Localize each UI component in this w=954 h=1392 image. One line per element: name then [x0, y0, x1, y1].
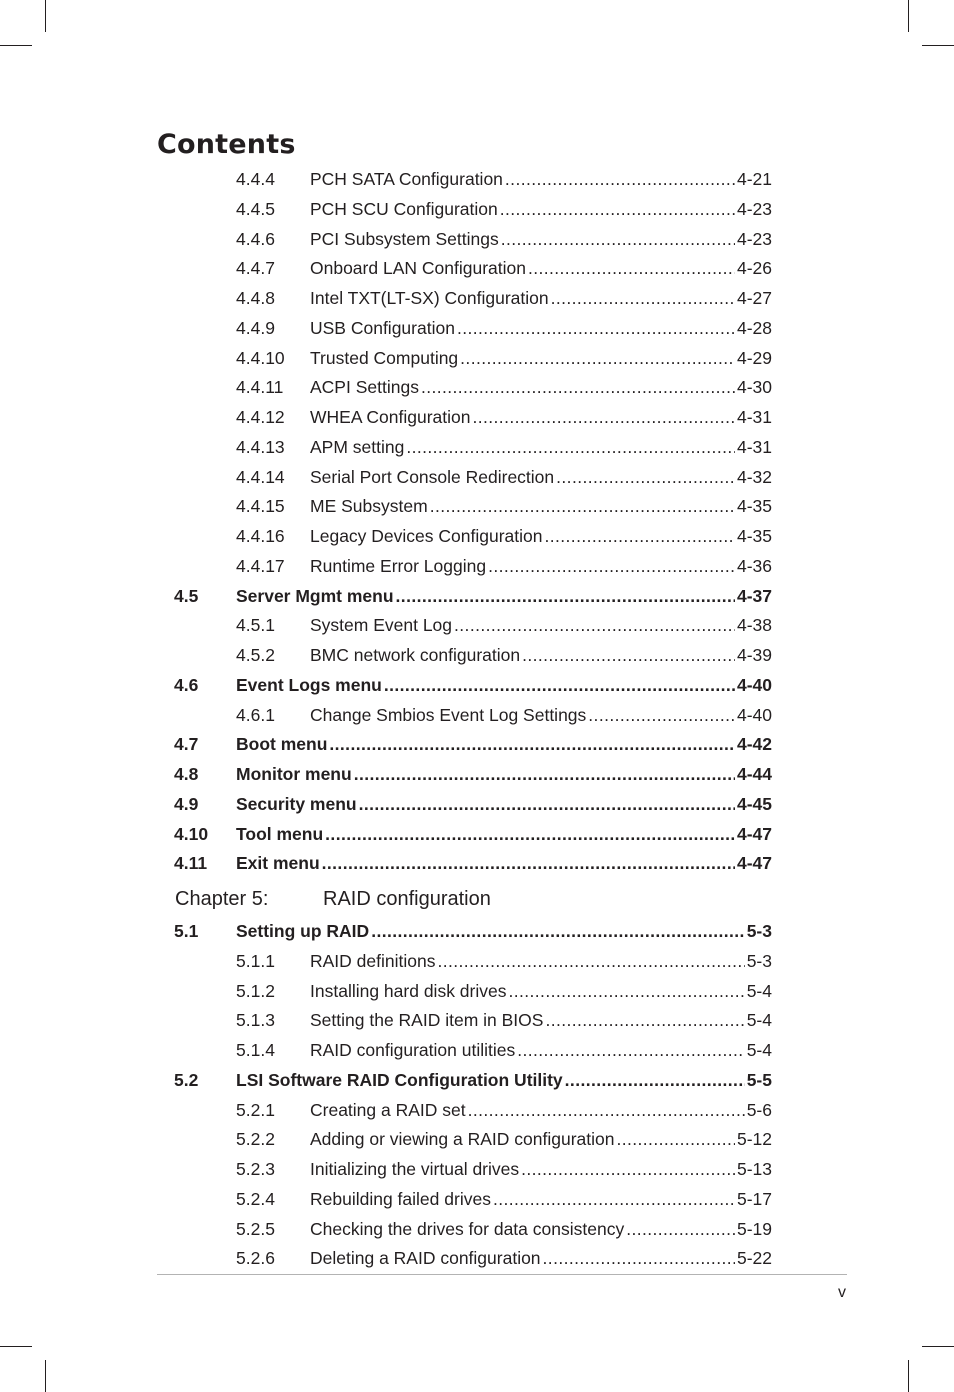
toc-section-entry [0, 822, 954, 846]
toc-section-entry [0, 732, 954, 756]
toc-entry-page: 5-6 [746, 1099, 772, 1120]
toc-subsection-entry [0, 1127, 954, 1151]
dot-leader [501, 227, 735, 251]
toc-entry-page: 4-23 [736, 198, 772, 219]
dot-leader [551, 286, 735, 310]
toc-section-entry [0, 673, 954, 697]
dot-leader [493, 1187, 735, 1211]
toc-entry-title: Onboard LAN Configuration [310, 258, 526, 279]
toc-entry-page: 4-44 [736, 764, 772, 784]
toc-entry-title: Runtime Error Logging [310, 555, 487, 576]
toc-entry-title: Event Logs menu [236, 674, 382, 695]
toc-subsection-entry [0, 1217, 954, 1241]
dot-leader [545, 1008, 744, 1032]
toc-entry-title: System Event Log [310, 615, 453, 636]
toc-entry-title: Serial Port Console Redirection [310, 466, 555, 487]
dot-leader [396, 584, 735, 608]
dot-leader [521, 1157, 735, 1181]
toc-entry-number: 4.4.7 [236, 258, 275, 279]
toc-subsection-entry [0, 979, 954, 1003]
dot-leader [565, 1068, 745, 1092]
toc-entry-line [310, 524, 772, 548]
page-title: Contents [157, 129, 296, 160]
toc-entry-page: 4-47 [736, 823, 772, 844]
toc-entry-title: Installing hard disk drives [310, 980, 507, 1001]
toc-entry-title: Boot menu [236, 734, 328, 755]
toc-entry-title: ACPI Settings [310, 377, 419, 398]
toc-entry-line [310, 703, 772, 727]
toc-entry-number: 5.1 [174, 921, 199, 941]
toc-entry-line [310, 1038, 772, 1062]
toc-entry-title: Security menu [236, 793, 357, 814]
toc-subsection-entry [0, 1098, 954, 1122]
toc-entry-page: 4-27 [736, 288, 772, 308]
toc-entry-number: 4.4.17 [236, 555, 285, 576]
dot-leader [473, 405, 735, 429]
toc-entry-line [310, 1246, 772, 1270]
toc-entry-number: 5.1.3 [236, 1010, 275, 1031]
toc-entry-title: Setting up RAID [236, 921, 370, 941]
toc-entry-number: 5.2 [174, 1069, 199, 1090]
dot-leader [556, 465, 735, 489]
toc-entry-line [310, 1127, 772, 1151]
toc-entry-number: 4.5 [174, 585, 199, 606]
toc-entry-number: 4.4.9 [236, 317, 275, 338]
toc-entry-title: Setting the RAID item in BIOS [310, 1010, 544, 1031]
toc-entry-page: 4-21 [736, 169, 772, 189]
toc-subsection-entry [0, 167, 954, 191]
toc-entry-line [236, 584, 772, 608]
toc-subsection-entry [0, 643, 954, 667]
toc-subsection-entry [0, 1008, 954, 1032]
toc-entry-title: Checking the drives for data consistency [310, 1218, 625, 1239]
dot-leader [322, 851, 735, 875]
dot-leader [384, 673, 735, 697]
toc-entry-line [236, 822, 772, 846]
toc-entry-page: 4-31 [736, 436, 772, 457]
toc-section-entry [0, 851, 954, 875]
page-number: v [838, 1284, 846, 1301]
toc-entry-number: 4.4.12 [236, 407, 285, 427]
toc-subsection-entry [0, 435, 954, 459]
toc-entry-line [310, 316, 772, 340]
toc-entry-number: 4.4.4 [236, 169, 275, 189]
toc-entry-title: PCI Subsystem Settings [310, 228, 499, 249]
footer-rule [157, 1274, 847, 1275]
toc-entry-page: 4-45 [736, 793, 772, 814]
dot-leader [329, 732, 735, 756]
toc-entry-page: 4-29 [736, 347, 772, 368]
toc-entry-number: 5.2.2 [236, 1129, 275, 1150]
toc-entry-number: 4.8 [174, 764, 199, 784]
dot-leader [325, 822, 735, 846]
toc-entry-page: 5-4 [746, 1040, 772, 1060]
toc-entry-page: 4-39 [736, 645, 772, 665]
toc-entry-line [310, 613, 772, 637]
toc-entry-page: 5-4 [746, 980, 772, 1001]
dot-leader [437, 949, 744, 973]
toc-subsection-entry [0, 346, 954, 370]
toc-subsection-entry [0, 703, 954, 727]
toc-entry-line [310, 167, 772, 191]
dot-leader [430, 494, 735, 518]
toc-subsection-entry [0, 227, 954, 251]
toc-entry-number: 4.6.1 [236, 704, 275, 725]
toc-entry-number: 4.6 [174, 674, 199, 695]
toc-entry-page: 5-19 [736, 1218, 772, 1239]
toc-subsection-entry [0, 613, 954, 637]
chapter-label: Chapter 5: [175, 888, 269, 910]
dot-leader [421, 375, 735, 399]
toc-entry-line [310, 227, 772, 251]
toc-entry-title: LSI Software RAID Configuration Utility [236, 1069, 563, 1090]
toc-entry-page: 5-3 [746, 950, 772, 971]
toc-entry-page: 4-40 [736, 704, 772, 725]
toc-entry-page: 5-3 [746, 921, 772, 941]
toc-entry-page: 4-42 [736, 734, 772, 755]
toc-entry-number: 4.9 [174, 793, 199, 814]
dot-leader [508, 979, 744, 1003]
toc-entry-number: 4.11 [174, 853, 208, 874]
toc-entry-line [310, 494, 772, 518]
toc-entry-number: 4.4.5 [236, 198, 275, 219]
toc-entry-line [310, 1157, 772, 1181]
toc-entry-title: Change Smbios Event Log Settings [310, 704, 587, 725]
dot-leader [468, 1098, 745, 1122]
toc-entry-line [236, 851, 772, 875]
toc-subsection-entry [0, 554, 954, 578]
toc-subsection-entry [0, 1038, 954, 1062]
toc-subsection-entry [0, 949, 954, 973]
dot-leader [522, 643, 735, 667]
toc-entry-page: 4-23 [736, 228, 772, 249]
toc-entry-title: RAID definitions [310, 950, 436, 971]
toc-entry-number: 5.2.4 [236, 1188, 275, 1209]
toc-entry-page: 4-47 [736, 853, 772, 874]
toc-entry-number: 4.4.13 [236, 436, 285, 457]
toc-entry-line [310, 1008, 772, 1032]
toc-entry-page: 4-35 [736, 526, 772, 546]
toc-entry-number: 5.2.3 [236, 1159, 275, 1179]
dot-leader [505, 167, 735, 191]
toc-entry-number: 4.5.2 [236, 645, 275, 665]
toc-entry-title: Creating a RAID set [310, 1099, 466, 1120]
toc-section-entry [0, 1068, 954, 1092]
toc-subsection-entry [0, 494, 954, 518]
toc-entry-title: ME Subsystem [310, 496, 428, 517]
toc-entry-title: WHEA Configuration [310, 407, 471, 427]
toc-entry-line [236, 919, 772, 943]
dot-leader [588, 703, 735, 727]
dot-leader [359, 792, 735, 816]
toc-entry-line [310, 643, 772, 667]
toc-subsection-entry [0, 375, 954, 399]
toc-entry-title: RAID configuration utilities [310, 1040, 516, 1060]
toc-entry-line [236, 792, 772, 816]
toc-entry-number: 4.7 [174, 734, 199, 755]
toc-entry-title: Adding or viewing a RAID configuration [310, 1129, 615, 1150]
toc-section-entry [0, 584, 954, 608]
toc-entry-page: 4-36 [736, 555, 772, 576]
toc-entry-number: 4.4.10 [236, 347, 285, 368]
toc-entry-line [310, 1217, 772, 1241]
toc-subsection-entry [0, 286, 954, 310]
toc-entry-page: 5-17 [736, 1188, 772, 1209]
toc-entry-title: PCH SCU Configuration [310, 198, 498, 219]
toc-entry-page: 4-40 [736, 674, 772, 695]
toc-entry-page: 4-38 [736, 615, 772, 636]
toc-entry-number: 5.1.4 [236, 1040, 275, 1060]
toc-entry-title: Trusted Computing [310, 347, 459, 368]
toc-entry-line [310, 435, 772, 459]
toc-entry-line [236, 732, 772, 756]
toc-entry-line [236, 1068, 772, 1092]
toc-entry-line [310, 346, 772, 370]
toc-entry-page: 5-5 [746, 1069, 772, 1090]
toc-entry-number: 4.4.6 [236, 228, 275, 249]
toc-entry-title: Monitor menu [236, 764, 352, 784]
toc-entry-page: 4-30 [736, 377, 772, 398]
toc-entry-number: 5.1.1 [236, 950, 275, 971]
toc-subsection-entry [0, 1157, 954, 1181]
toc-entry-line [310, 1187, 772, 1211]
toc-entry-title: PCH SATA Configuration [310, 169, 503, 189]
dot-leader [616, 1127, 734, 1151]
toc-entry-title: Server Mgmt menu [236, 585, 394, 606]
toc-entry-page: 5-12 [736, 1129, 772, 1150]
toc-entry-line [310, 1098, 772, 1122]
toc-entry-title: Deleting a RAID configuration [310, 1248, 541, 1269]
toc-entry-title: Legacy Devices Configuration [310, 526, 543, 546]
toc-entry-number: 4.4.8 [236, 288, 275, 308]
toc-subsection-entry [0, 405, 954, 429]
toc-entry-number: 5.2.6 [236, 1248, 275, 1269]
toc-subsection-entry [0, 197, 954, 221]
toc-subsection-entry [0, 1246, 954, 1270]
toc-entry-number: 4.5.1 [236, 615, 275, 636]
dot-leader [406, 435, 735, 459]
toc-subsection-entry [0, 524, 954, 548]
dot-leader [371, 919, 745, 943]
toc-entry-number: 4.4.15 [236, 496, 285, 517]
toc-entry-title: USB Configuration [310, 317, 455, 338]
toc-entry-page: 5-22 [736, 1248, 772, 1269]
toc-section-entry [0, 762, 954, 786]
toc-entry-title: BMC network configuration [310, 645, 521, 665]
toc-entry-page: 4-37 [736, 585, 772, 606]
toc-entry-line [310, 979, 772, 1003]
dot-leader [517, 1038, 744, 1062]
toc-entry-line [310, 949, 772, 973]
dot-leader [454, 613, 735, 637]
toc-entry-line [310, 554, 772, 578]
toc-entry-line [310, 197, 772, 221]
toc-entry-number: 4.4.11 [236, 377, 284, 398]
dot-leader [545, 524, 735, 548]
toc-entry-title: APM setting [310, 436, 405, 457]
toc-entry-title: Initializing the virtual drives [310, 1159, 520, 1179]
toc-entry-page: 4-31 [736, 407, 772, 427]
toc-entry-line [310, 465, 772, 489]
toc-subsection-entry [0, 465, 954, 489]
toc-entry-title: Intel TXT(LT-SX) Configuration [310, 288, 549, 308]
dot-leader [626, 1217, 735, 1241]
toc-subsection-entry [0, 316, 954, 340]
dot-leader [460, 346, 735, 370]
dot-leader [500, 197, 735, 221]
toc-entry-page: 4-26 [736, 258, 772, 279]
toc-entry-page: 4-32 [736, 466, 772, 487]
toc-entry-number: 4.4.16 [236, 526, 285, 546]
toc-entry-page: 4-28 [736, 317, 772, 338]
dot-leader [543, 1246, 735, 1270]
toc-subsection-entry [0, 1187, 954, 1211]
toc-entry-title: Exit menu [236, 853, 320, 874]
toc-entry-line [310, 256, 772, 280]
dot-leader [488, 554, 735, 578]
toc-entry-page: 4-35 [736, 496, 772, 517]
toc-entry-number: 5.2.5 [236, 1218, 275, 1239]
toc-section-entry [0, 919, 954, 943]
toc-section-entry [0, 792, 954, 816]
toc-entry-number: 5.2.1 [236, 1099, 275, 1120]
toc-entry-line [310, 286, 772, 310]
dot-leader [457, 316, 735, 340]
toc-entry-line [236, 673, 772, 697]
toc-entry-line [310, 405, 772, 429]
toc-entry-number: 4.10 [174, 823, 209, 844]
chapter-title: RAID configuration [323, 888, 491, 910]
toc-entry-line [310, 375, 772, 399]
toc-entry-line [236, 762, 772, 786]
dot-leader [528, 256, 735, 280]
toc-entry-number: 4.4.14 [236, 466, 285, 487]
toc-entry-title: Tool menu [236, 823, 324, 844]
toc-entry-page: 5-4 [746, 1010, 772, 1031]
toc-entry-number: 5.1.2 [236, 980, 275, 1001]
dot-leader [354, 762, 735, 786]
toc-entry-title: Rebuilding failed drives [310, 1188, 491, 1209]
toc-subsection-entry [0, 256, 954, 280]
toc-entry-page: 5-13 [736, 1159, 772, 1179]
